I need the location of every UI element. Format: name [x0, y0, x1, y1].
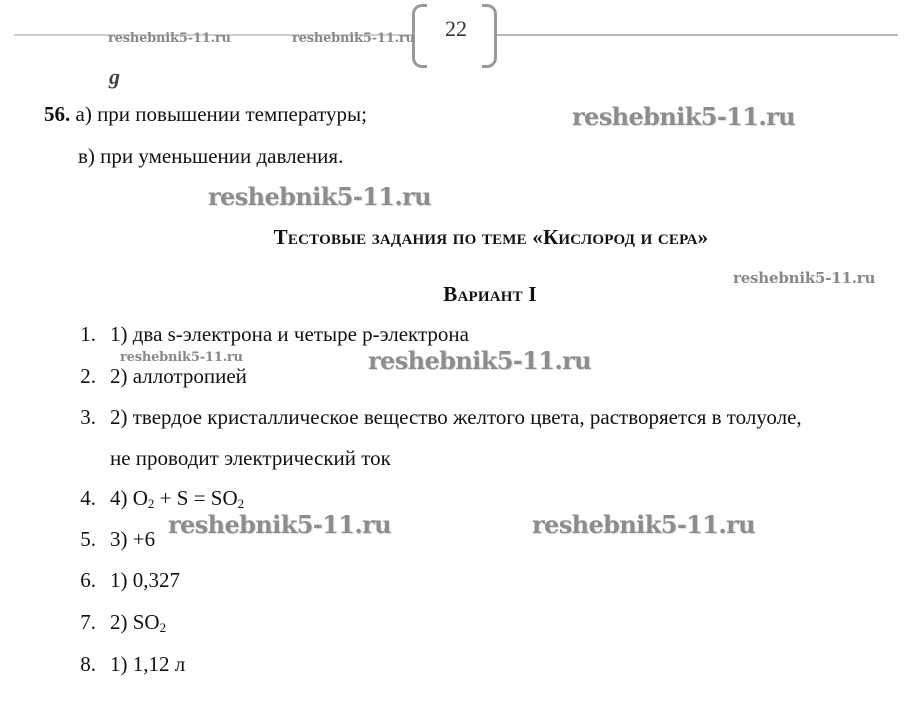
problem-line-b: в) при уменьшении давления.	[78, 144, 344, 168]
watermark: reshebnik5-11.ru	[572, 102, 796, 131]
formula-part: + S = SO	[154, 486, 238, 510]
answer-number: 6.	[80, 568, 96, 592]
answer-text: 2) твердое кристаллическое вещество желтого цвета, растворяется в толуоле,	[110, 405, 802, 429]
watermark: reshebnik5-11.ru	[733, 269, 876, 287]
watermark: reshebnik5-11.ru	[292, 31, 415, 46]
answer-formula	[110, 486, 244, 512]
answer-number: 3.	[80, 405, 96, 429]
answer-number: 7.	[80, 610, 96, 634]
watermark: reshebnik5-11.ru	[368, 346, 592, 375]
formula-part: 4) O	[110, 486, 148, 510]
watermark: reshebnik5-11.ru	[208, 182, 432, 211]
watermark: reshebnik5-11.ru	[532, 510, 756, 539]
page-number-bracket-right	[482, 4, 497, 68]
formula-part: 2) SO	[110, 610, 160, 634]
page-number: 22	[445, 16, 467, 41]
problem-56-line-a	[44, 102, 367, 127]
answer-number: 2.	[80, 364, 96, 388]
answer-text-continued: не проводит электрический ток	[110, 446, 391, 470]
stray-mark: g	[109, 64, 120, 89]
watermark: reshebnik5-11.ru	[168, 510, 392, 539]
answer-text: 3) +6	[110, 527, 156, 551]
formula-subscript: 2	[147, 496, 155, 511]
problem-number: 56.	[44, 102, 71, 126]
watermark: reshebnik5-11.ru	[120, 350, 243, 365]
variant-title: Вариант I	[443, 282, 537, 306]
answer-formula	[110, 610, 166, 636]
problem-line-a: а) при повышении температуры;	[75, 102, 367, 126]
answer-number: 4.	[80, 486, 96, 510]
header-rule-right	[496, 34, 898, 36]
watermark: reshebnik5-11.ru	[108, 31, 231, 46]
formula-subscript: 2	[237, 496, 245, 511]
formula-subscript: 2	[159, 620, 167, 635]
section-title: Тестовые задания по теме «Кислород и сера»	[273, 225, 709, 249]
answer-number: 5.	[80, 527, 96, 551]
answer-text: 1) 1,12 л	[110, 652, 186, 676]
answer-text: 1) 0,327	[110, 568, 180, 592]
answer-number: 1.	[80, 322, 96, 346]
answer-number: 8.	[80, 652, 96, 676]
answer-text: 2) аллотропией	[110, 364, 247, 388]
answer-text: 1) два s-электрона и четыре р-электрона	[110, 322, 469, 346]
